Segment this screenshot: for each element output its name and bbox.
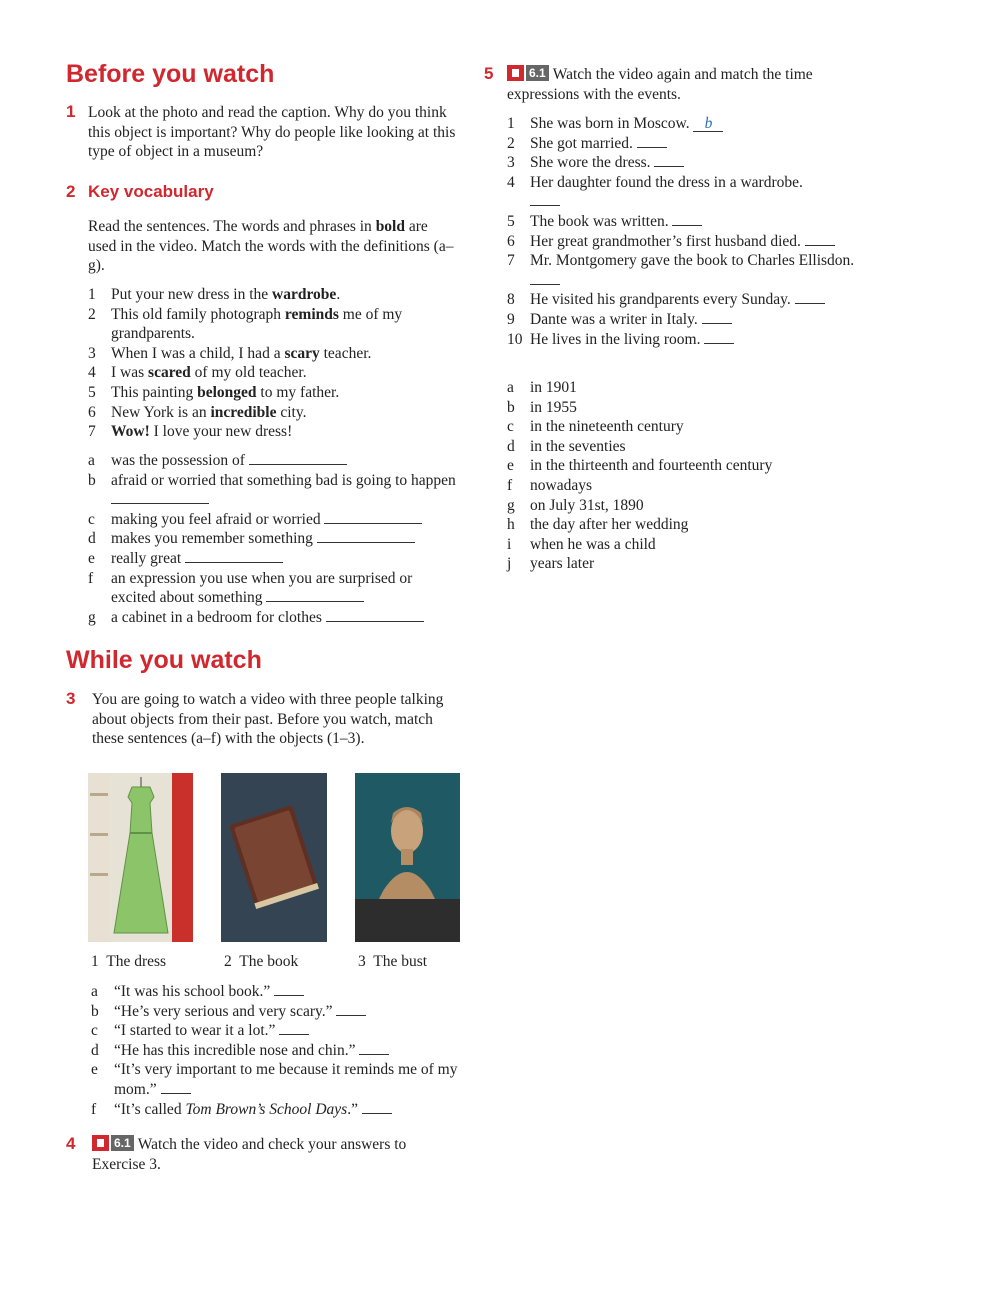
answer-blank[interactable] <box>326 608 424 622</box>
answer-blank[interactable] <box>249 451 347 465</box>
answer-blank[interactable] <box>795 290 825 304</box>
bust-illustration <box>355 773 460 942</box>
list-item: 6 New York is an incredible city. <box>88 403 307 421</box>
list-item: 4 I was scared of my old teacher. <box>88 364 307 382</box>
list-item: e “It’s very important to me because it reminds me of my mom.” <box>91 1061 458 1098</box>
video-clip-badge[interactable]: 6.1 <box>507 65 549 81</box>
while-you-watch-heading: While you watch <box>66 646 262 674</box>
exercise-2-number: 2 <box>66 182 76 201</box>
list-item: 3 When I was a child, I had a scary teacher. <box>88 344 372 362</box>
photo-caption-book: 2 The book <box>224 953 299 970</box>
exercise-5-number: 5 <box>484 64 494 83</box>
video-camera-icon <box>507 65 524 81</box>
list-item: e in the thirteenth and fourteenth century <box>507 457 773 475</box>
answer-blank[interactable] <box>111 490 209 504</box>
list-item: i when he was a child <box>507 535 656 553</box>
list-item: 10 He lives in the living room. <box>507 330 887 350</box>
list-item: g a cabinet in a bedroom for clothes <box>88 608 458 628</box>
list-item: e really great <box>88 549 458 569</box>
list-item: 3 She wore the dress. <box>507 153 887 173</box>
key-vocabulary-heading: Key vocabulary <box>88 182 214 201</box>
list-item: d in the seventies <box>507 437 626 455</box>
list-item: 4 Her daughter found the dress in a wardrobe. <box>507 173 820 212</box>
answer-filled[interactable]: b <box>693 117 723 132</box>
answer-blank[interactable] <box>324 510 422 524</box>
vocabulary-definitions <box>88 451 458 627</box>
book-illustration <box>221 773 327 942</box>
list-item: 5 This painting belonged to my father. <box>88 383 340 401</box>
answer-blank[interactable] <box>185 549 283 563</box>
list-item: 9 Dante was a writer in Italy. <box>507 310 887 330</box>
exercise-1-instructions: Look at the photo and read the caption. Why do you think this object is important? Why do people like looking at this type of object in a museum? <box>88 104 456 161</box>
vocabulary-sentences <box>88 285 458 442</box>
exercise-1-number: 1 <box>66 102 76 121</box>
answer-blank[interactable] <box>362 1100 392 1114</box>
video-clip-badge[interactable]: 6.1 <box>92 1135 134 1151</box>
answer-blank[interactable] <box>702 310 732 324</box>
photo-caption-dress: 1 The dress <box>91 953 167 970</box>
dress-illustration <box>88 773 193 942</box>
answer-blank[interactable] <box>654 153 684 167</box>
photo-caption-bust: 3 The bust <box>358 953 428 970</box>
list-item: a in 1901 <box>507 379 577 396</box>
list-item: a “It was his school book.” <box>91 982 461 1002</box>
list-item: 5 The book was written. <box>507 212 887 232</box>
exercise-2-instructions: Read the sentences. The words and phrases in bold are used in the video. Match the words with the definitions (a–g). <box>88 218 454 275</box>
list-item: j years later <box>507 555 595 573</box>
answer-blank[interactable] <box>274 982 304 996</box>
list-item: 8 He visited his grandparents every Sunday. <box>507 290 887 310</box>
answer-blank[interactable] <box>805 232 835 246</box>
answer-blank[interactable] <box>530 192 560 206</box>
list-item: 1 Put your new dress in the wardrobe. <box>88 286 341 303</box>
list-item: b “He’s very serious and very scary.” <box>91 1002 461 1022</box>
list-item: c making you feel afraid or worried <box>88 510 458 530</box>
list-item: h the day after her wedding <box>507 516 689 534</box>
bust-photo <box>355 773 460 942</box>
list-item: 2 She got married. <box>507 134 887 154</box>
exercise-4-number: 4 <box>66 1134 76 1153</box>
list-item: g on July 31st, 1890 <box>507 496 644 514</box>
exercise-3-instructions: You are going to watch a video with three people talking about objects from their past. Before you watch, match these sentences (a–f) with the objects (1–3). <box>92 691 444 748</box>
answer-blank[interactable] <box>336 1002 366 1016</box>
list-item: d makes you remember something <box>88 529 458 549</box>
answer-blank[interactable] <box>530 271 560 285</box>
exercise-4-instructions: 6.1 Watch the video and check your answers to Exercise 3. <box>92 1136 407 1173</box>
answer-blank[interactable] <box>359 1041 389 1055</box>
list-item: 2 This old family photograph reminds me of my grandparents. <box>88 305 403 343</box>
before-you-watch-heading: Before you watch <box>66 60 275 88</box>
time-expression-list <box>507 378 887 574</box>
list-item: d “He has this incredible nose and chin.” <box>91 1041 461 1061</box>
list-item: c in the nineteenth century <box>507 418 684 436</box>
answer-blank[interactable] <box>637 134 667 148</box>
video-camera-icon <box>92 1135 109 1151</box>
answer-blank[interactable] <box>266 588 364 602</box>
exercise-3-number: 3 <box>66 689 76 708</box>
list-item: b in 1955 <box>507 398 577 416</box>
list-item: f “It’s called Tom Brown’s School Days.” <box>91 1100 461 1120</box>
answer-blank[interactable] <box>279 1021 309 1035</box>
answer-blank[interactable] <box>317 529 415 543</box>
list-item: 6 Her great grandmother’s first husband died. <box>507 232 860 252</box>
book-photo <box>221 773 327 942</box>
list-item: 7 Mr. Montgomery gave the book to Charles Ellisdon. <box>507 251 865 290</box>
answer-blank[interactable] <box>161 1080 191 1094</box>
dress-photo <box>88 773 193 942</box>
event-list <box>507 114 887 349</box>
list-item: f an expression you use when you are surprised or excited about something <box>88 569 413 607</box>
exercise-5-instructions: 6.1 Watch the video again and match the time expressions with the events. <box>507 66 813 103</box>
quote-list <box>91 982 461 1119</box>
list-item: 7 Wow! I love your new dress! <box>88 423 293 441</box>
list-item: b afraid or worried that something bad is going to happen <box>88 471 458 510</box>
list-item: f nowadays <box>507 476 592 494</box>
list-item: c “I started to wear it a lot.” <box>91 1021 461 1041</box>
list-item: a was the possession of <box>88 451 458 471</box>
answer-blank[interactable] <box>704 330 734 344</box>
list-item: 1 She was born in Moscow. b <box>507 114 887 134</box>
answer-blank[interactable] <box>672 212 702 226</box>
